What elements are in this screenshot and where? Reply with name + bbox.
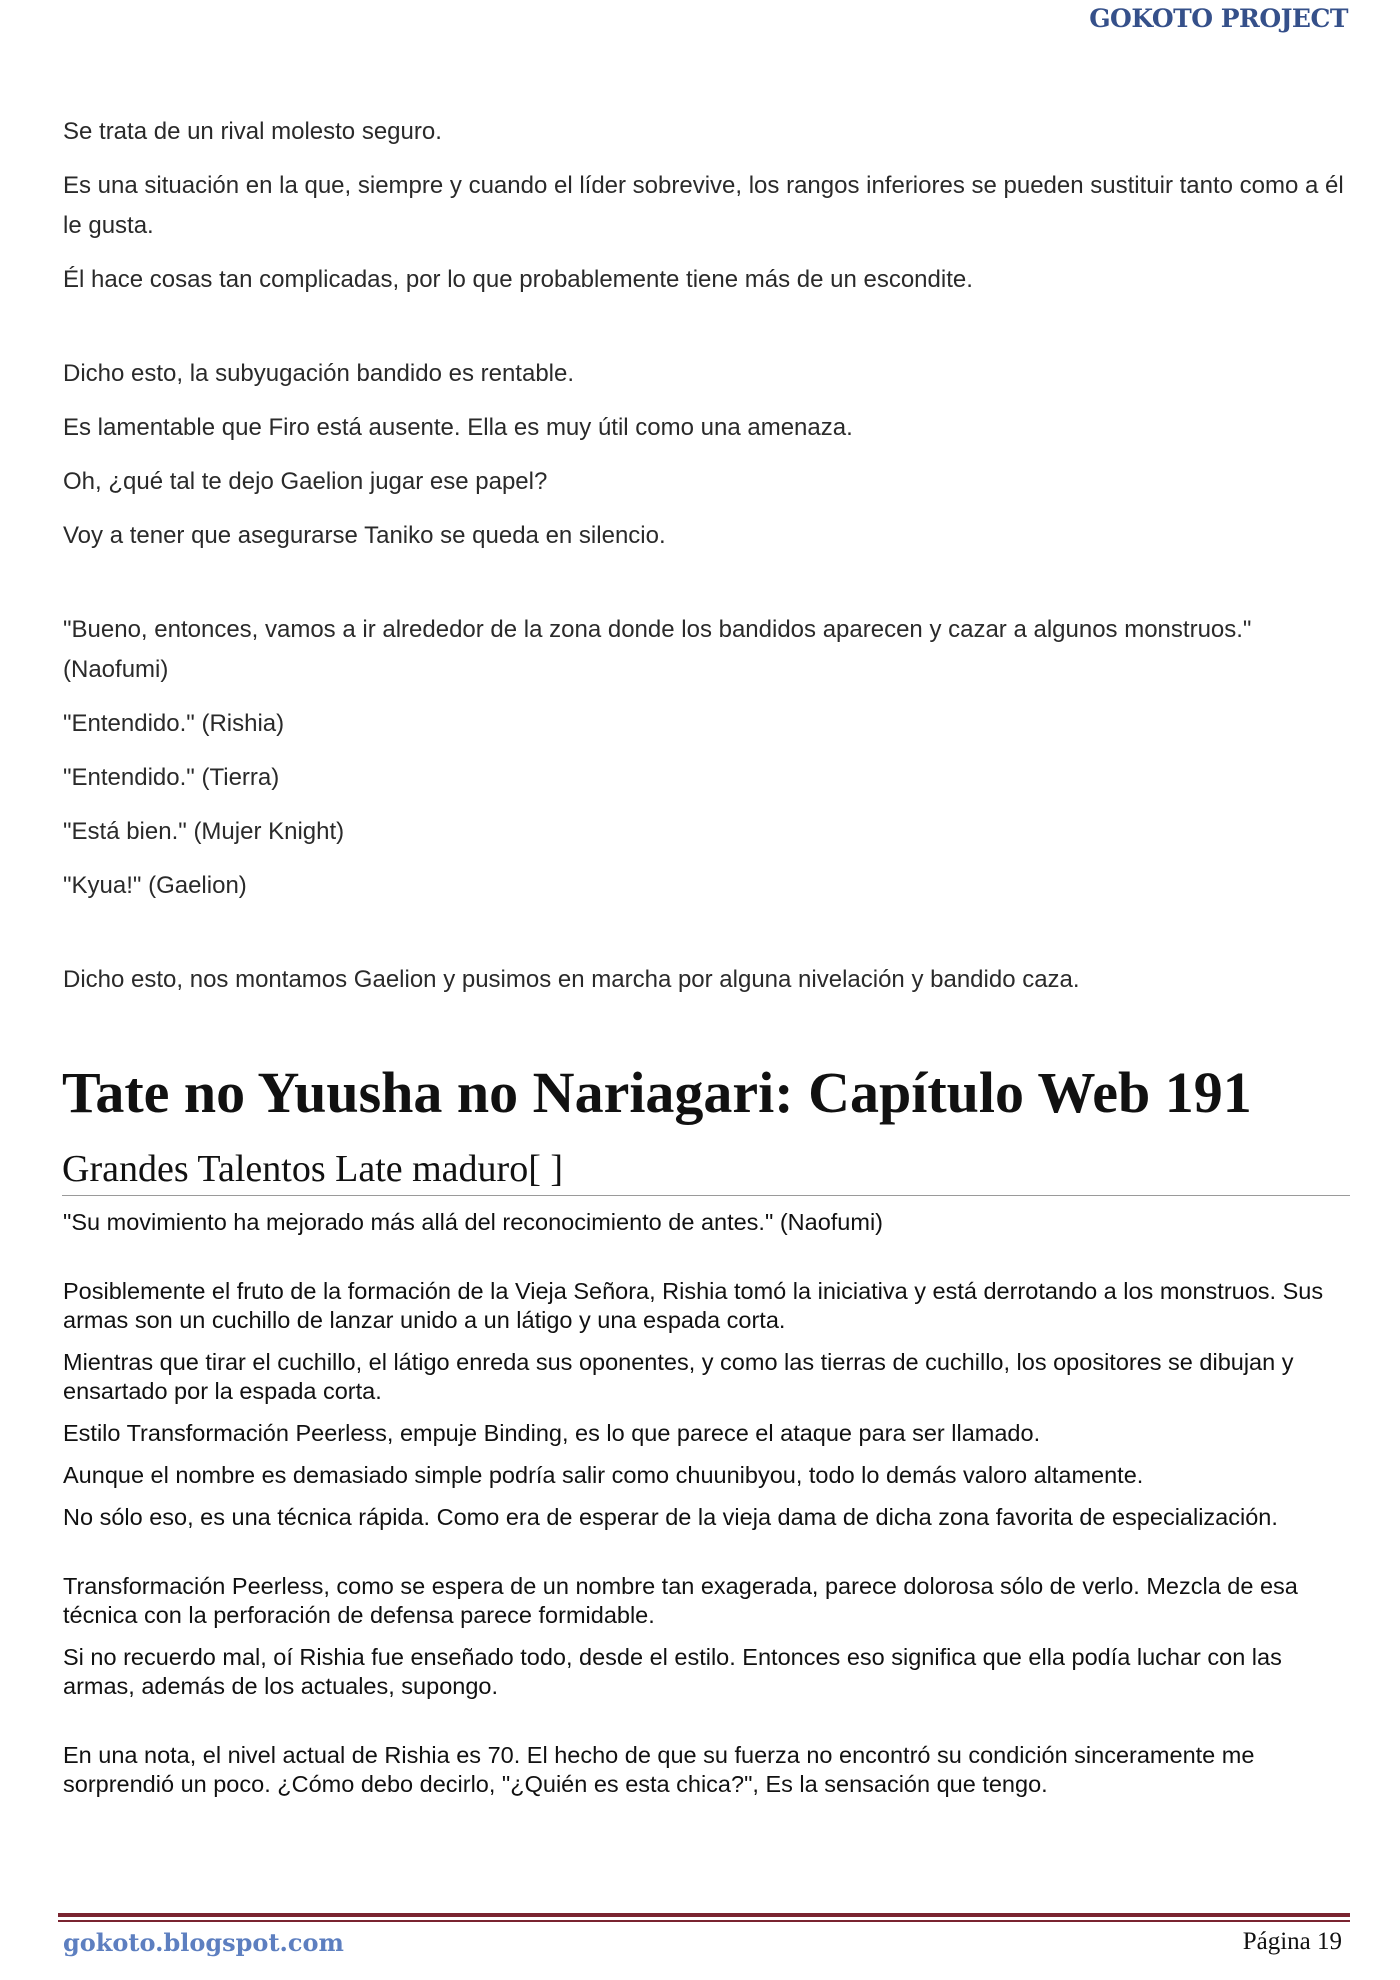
paragraph-gap bbox=[63, 1490, 1353, 1503]
footer-rule-thin bbox=[58, 1920, 1350, 1922]
footer-rule-thick bbox=[58, 1913, 1350, 1917]
paragraph-gap bbox=[63, 1701, 1353, 1741]
dialogue-line: "Entendido." (Rishia) bbox=[63, 710, 285, 737]
dialogue-line: "Bueno, entonces, vamos a ir alrededor de la zona donde los bandidos aparecen y cazar a algunos monstruos." (Naofumi) bbox=[63, 616, 1252, 683]
paragraph: Él hace cosas tan complicadas, por lo que probablemente tiene más de un escondite. bbox=[63, 266, 973, 293]
top-text-block bbox=[63, 112, 1353, 1014]
paragraph-gap bbox=[63, 1335, 1353, 1348]
paragraph-gap bbox=[63, 1630, 1353, 1643]
paragraph: Es una situación en la que, siempre y cuando el líder sobrevive, los rangos inferiores se pueden sustituir tanto como a él le gusta. bbox=[63, 172, 1344, 239]
paragraph: Dicho esto, la subyugación bandido es rentable. bbox=[63, 360, 575, 387]
paragraph: Voy a tener que asegurarse Taniko se queda en silencio. bbox=[63, 522, 666, 549]
paragraph-gap bbox=[63, 1532, 1353, 1572]
dialogue-line: "Entendido." (Tierra) bbox=[63, 764, 280, 791]
chapter-title: Tate no Yuusha no Nariagari: Capítulo Web 191 bbox=[62, 1060, 1252, 1125]
chapter-subtitle: Grandes Talentos Late maduro bbox=[62, 1148, 529, 1190]
paragraph-gap bbox=[63, 1237, 1353, 1277]
dialogue-line: "Su movimiento ha mejorado más allá del reconocimiento de antes." (Naofumi) bbox=[63, 1209, 883, 1235]
footer-blog-link[interactable]: gokoto.blogspot.com bbox=[63, 1928, 344, 1957]
paragraph: Se trata de un rival molesto seguro. bbox=[63, 118, 442, 145]
chapter-subtitle-row bbox=[62, 1145, 1350, 1196]
paragraph-gap bbox=[63, 570, 1353, 610]
paragraph-gap bbox=[63, 1406, 1353, 1419]
header-brand-logo: GOKOTO PROJECT bbox=[1089, 4, 1348, 33]
paragraph: No sólo eso, es una técnica rápida. Como era de esperar de la vieja dama de dicha zona favorita de especialización. bbox=[63, 1504, 1278, 1530]
page-number: Página 19 bbox=[1242, 1928, 1342, 1955]
dialogue-line: "Kyua!" (Gaelion) bbox=[63, 872, 247, 899]
paragraph: Dicho esto, nos montamos Gaelion y pusimos en marcha por alguna nivelación y bandido caza. bbox=[63, 966, 1080, 993]
paragraph-gap bbox=[63, 314, 1353, 354]
paragraph-gap bbox=[63, 1448, 1353, 1461]
paragraph: En una nota, el nivel actual de Rishia es 70. El hecho de que su fuerza no encontró su condición sinceramente me sorprendió un poco. ¿Cómo debo decirlo, "¿Quién es esta chica?", Es la sensación que tengo. bbox=[63, 1742, 1255, 1797]
paragraph: Si no recuerdo mal, oí Rishia fue enseñado todo, desde el estilo. Entonces eso significa que ella podía luchar con las armas, además de los actuales, supongo. bbox=[63, 1644, 1282, 1699]
paragraph: Estilo Transformación Peerless, empuje Binding, es lo que parece el ataque para ser llamado. bbox=[63, 1420, 1041, 1446]
subtitle-bracket: [ ] bbox=[528, 1148, 564, 1190]
paragraph: Mientras que tirar el cuchillo, el látigo enreda sus oponentes, y como las tierras de cuchillo, los opositores se dibujan y ensartado por la espada corta. bbox=[63, 1349, 1294, 1404]
dialogue-line: "Está bien." (Mujer Knight) bbox=[63, 818, 345, 845]
paragraph-gap bbox=[63, 920, 1353, 960]
paragraph: Aunque el nombre es demasiado simple podría salir como chuunibyou, todo lo demás valoro altamente. bbox=[63, 1462, 1144, 1488]
chapter-body bbox=[63, 1208, 1353, 1799]
paragraph: Es lamentable que Firo está ausente. Ella es muy útil como una amenaza. bbox=[63, 414, 853, 441]
paragraph: Transformación Peerless, como se espera de un nombre tan exagerada, parece dolorosa sólo de verlo. Mezcla de esa técnica con la perforación de defensa parece formidable. bbox=[63, 1573, 1298, 1628]
paragraph: Oh, ¿qué tal te dejo Gaelion jugar ese papel? bbox=[63, 468, 548, 495]
paragraph: Posiblemente el fruto de la formación de la Vieja Señora, Rishia tomó la iniciativa y está derrotando a los monstruos. Sus armas son un cuchillo de lanzar unido a un látigo y una espada corta. bbox=[63, 1278, 1324, 1333]
